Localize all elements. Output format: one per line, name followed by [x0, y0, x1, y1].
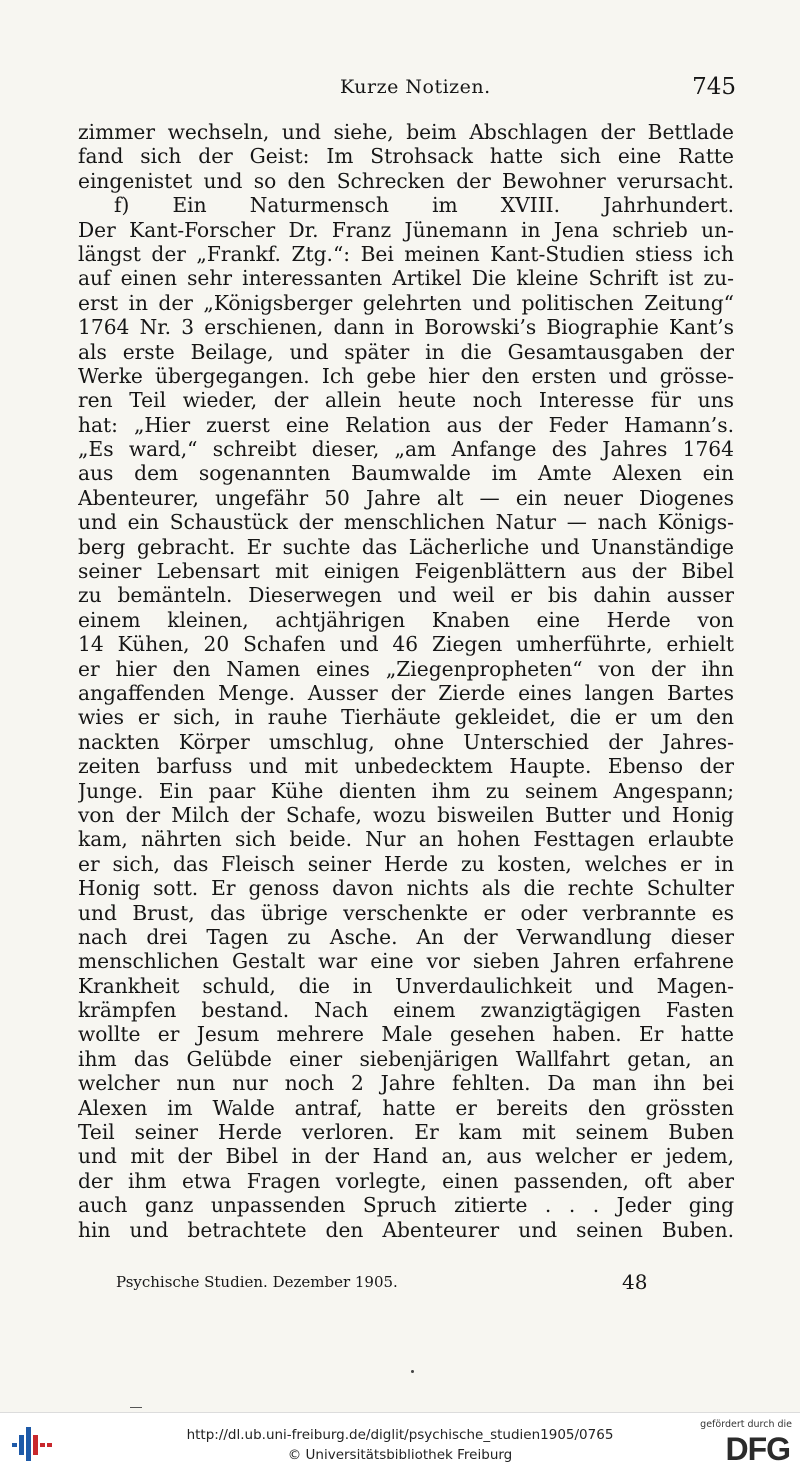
text-line: und ein Schaustück der menschlichen Natur — nach Königs-	[78, 510, 734, 535]
text-line: eingenistet und so den Schrecken der Bewohner verursacht.	[78, 168, 734, 193]
text-line: er hier den Namen eines „Ziegenpropheten“ von der ihn	[78, 656, 734, 681]
text-line: als erste Beilage, und später in die Gesamtausgaben der	[78, 339, 734, 364]
text-line: zimmer wechseln, und siehe, beim Abschlagen der Bettlade	[78, 120, 734, 144]
text-line: krämpfen bestand. Nach einem zwanzigtägigen Fasten	[78, 998, 734, 1023]
text-line: Krankheit schuld, die in Unverdaulichkeit und Magen-	[78, 973, 734, 998]
text-line: und Brust, das übrige verschenkte er oder verbrannte es	[78, 900, 734, 925]
signature-mark: 48	[622, 1270, 648, 1294]
text-line: von der Milch der Schafe, wozu bisweilen Butter und Honig	[78, 802, 734, 827]
page-footer	[116, 1270, 656, 1296]
text-line: zeiten barfuss und mit unbedecktem Haupte. Ebenso der	[78, 754, 734, 779]
text-line: fand sich der Geist: Im Strohsack hatte sich eine Ratte	[78, 144, 734, 169]
text-line: Teil seiner Herde verloren. Er kam mit seinem Buben	[78, 1120, 734, 1145]
text-line: „Es ward,“ schreibt dieser, „am Anfange des Jahres 1764	[78, 437, 734, 462]
text-line: er sich, das Fleisch seiner Herde zu kosten, welches er in	[78, 851, 734, 876]
text-line: Junge. Ein paar Kühe dienten ihm zu seinem Angespann;	[78, 778, 734, 803]
text-line: längst der „Frankf. Ztg.“: Bei meinen Kant-Studien stiess ich	[78, 241, 734, 266]
text-line: Alexen im Walde antraf, hatte er bereits den grössten	[78, 1095, 734, 1120]
text-line: wies er sich, in rauhe Tierhäute gekleidet, die er um den	[78, 705, 734, 730]
text-line: der ihm etwa Fragen vorlegte, einen passenden, oft aber	[78, 1168, 734, 1193]
body-text	[78, 120, 734, 1242]
text-line: auf einen sehr interessanten Artikel Die kleine Schrift ist zu-	[78, 266, 734, 291]
text-line: 14 Kühen, 20 Schafen und 46 Ziegen umherführte, erhielt	[78, 632, 734, 657]
running-head	[78, 76, 736, 106]
text-line: Der Kant-Forscher Dr. Franz Jünemann in Jena schrieb un-	[78, 217, 734, 242]
library-attribution-bar	[0, 1412, 800, 1473]
scan-dash	[130, 1407, 142, 1408]
dfg-logo: DFG	[725, 1431, 790, 1467]
text-line: und mit der Bibel in der Hand an, aus welcher er jedem,	[78, 1144, 734, 1169]
text-line: Abenteurer, ungefähr 50 Jahre alt — ein neuer Diogenes	[78, 485, 734, 510]
text-line: aus dem sogenannten Baumwalde im Amte Alexen ein	[78, 461, 734, 486]
dfg-funding-block	[702, 1419, 792, 1469]
text-line: Werke übergegangen. Ich gebe hier den ersten und grösse-	[78, 363, 734, 388]
text-line: angaffenden Menge. Ausser der Zierde eines langen Bartes	[78, 680, 734, 705]
text-line: erst in der „Königsberger gelehrten und politischen Zeitung“	[78, 290, 734, 315]
text-line: einem kleinen, achtjährigen Knaben eine Herde von	[78, 607, 734, 632]
text-line: berg gebracht. Er suchte das Lächerliche und Unanständige	[78, 534, 734, 559]
page-number: 745	[692, 74, 736, 100]
text-line: ren Teil wieder, der allein heute noch Interesse für uns	[78, 388, 734, 413]
text-line: hat: „Hier zuerst eine Relation aus der Feder Hamann’s.	[78, 412, 734, 437]
copyright-notice: © Universitätsbibliothek Freiburg	[287, 1447, 513, 1463]
source-url[interactable]: http://dl.ub.uni-freiburg.de/diglit/psychische_studien1905/0765	[186, 1427, 614, 1443]
text-line: 1764 Nr. 3 erschienen, dann in Borowski’s Biographie Kant’s	[78, 315, 734, 340]
text-line: wollte er Jesum mehrere Male gesehen haben. Er hatte	[78, 1022, 734, 1047]
text-line: menschlichen Gestalt war eine vor sieben Jahren erfahrene	[78, 949, 734, 974]
text-line: ihm das Gelübde einer siebenjärigen Wallfahrt getan, an	[78, 1046, 734, 1071]
text-line: Honig sott. Er genoss davon nichts als die rechte Schulter	[78, 876, 734, 901]
journal-footer: Psychische Studien. Dezember 1905.	[116, 1273, 398, 1291]
scan-speck	[411, 1370, 414, 1373]
text-line: nach drei Tagen zu Asche. An der Verwandlung dieser	[78, 924, 734, 949]
text-line: kam, nährten sich beide. Nur an hohen Festtagen erlaubte	[78, 827, 734, 852]
dfg-note: gefördert durch die	[700, 1419, 792, 1430]
text-line: nackten Körper umschlug, ohne Unterschied der Jahres-	[78, 729, 734, 754]
text-line: auch ganz unpassenden Spruch zitierte . . . Jeder ging	[78, 1193, 734, 1218]
running-title: Kurze Notizen.	[340, 76, 491, 98]
text-line: hin und betrachtete den Abenteurer und seinen Buben.	[78, 1217, 734, 1242]
section-heading-line: f) Ein Naturmensch im XVIII. Jahrhundert.	[114, 193, 734, 218]
text-line: seiner Lebensart mit einigen Feigenblättern aus der Bibel	[78, 559, 734, 584]
text-line: zu bemänteln. Dieserwegen und weil er bis dahin ausser	[78, 583, 734, 608]
text-line: welcher nun nur noch 2 Jahre fehlten. Da man ihn bei	[78, 1071, 734, 1096]
